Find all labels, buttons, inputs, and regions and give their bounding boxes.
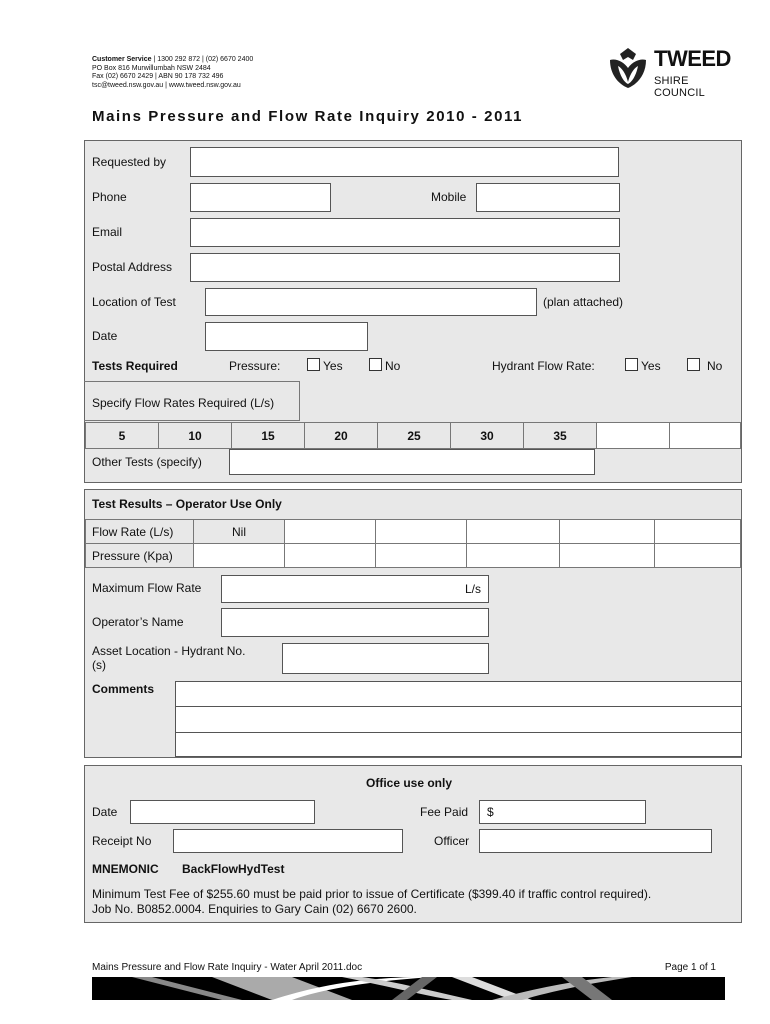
logo-word-tweed: TWEED	[654, 46, 731, 71]
hydrant-no-checkbox[interactable]	[687, 358, 700, 371]
result-cell[interactable]	[194, 544, 285, 568]
contact-fax-abn: Fax (02) 6670 2429 | ABN 90 178 732 496	[92, 73, 224, 81]
footer-doc-name: Mains Pressure and Flow Rate Inquiry - Water April 2011.doc	[92, 962, 363, 973]
fee-paid-field[interactable]	[479, 800, 646, 824]
asset-location-field[interactable]	[282, 643, 489, 674]
comments-line-3[interactable]	[175, 732, 742, 757]
contact-phones: | 1300 292 872 | (02) 6670 2400	[153, 56, 254, 63]
ls-unit-label: L/s	[464, 582, 481, 596]
contact-postal: PO Box 816 Murwillumbah NSW 2484	[92, 64, 211, 72]
result-cell[interactable]	[655, 520, 741, 544]
requested-by-label: Requested by	[92, 155, 167, 169]
flow-rate-cell: 15	[232, 423, 305, 449]
fee-note-line-2: Job No. B0852.0004. Enquiries to Gary Cain (02) 6670 2600.	[92, 902, 417, 916]
results-heading: Test Results – Operator Use Only	[92, 497, 282, 511]
receipt-no-field[interactable]	[173, 829, 403, 853]
footer-decorative-bar	[92, 977, 725, 1000]
hydrant-yes-checkbox[interactable]	[625, 358, 638, 371]
office-date-field[interactable]	[130, 800, 315, 824]
hydrant-no-label: No	[707, 359, 723, 373]
other-tests-label: Other Tests (specify)	[92, 455, 202, 469]
result-cell[interactable]	[467, 520, 560, 544]
result-cell[interactable]	[560, 520, 655, 544]
result-cell[interactable]	[467, 544, 560, 568]
date-label: Date	[92, 329, 118, 343]
flow-rate-cell: 35	[524, 423, 597, 449]
phone-label: Phone	[92, 190, 127, 204]
fee-paid-value: $	[487, 805, 494, 819]
postal-address-field[interactable]	[190, 253, 620, 282]
postal-address-label: Postal Address	[92, 260, 173, 274]
mobile-field[interactable]	[476, 183, 620, 212]
comments-line-1[interactable]	[175, 681, 742, 707]
flow-rate-extra-cell[interactable]	[597, 423, 670, 449]
operators-name-label: Operator’s Name	[92, 615, 184, 629]
operators-name-field[interactable]	[221, 608, 489, 637]
result-cell[interactable]	[655, 544, 741, 568]
flow-rate-cell: 10	[159, 423, 232, 449]
email-label: Email	[92, 225, 123, 239]
asset-location-label: Asset Location - Hydrant No.(s)	[92, 644, 246, 672]
mobile-label: Mobile	[431, 190, 467, 204]
hydrant-yes-label: Yes	[641, 359, 661, 373]
result-cell[interactable]	[285, 520, 376, 544]
requested-by-field[interactable]	[190, 147, 619, 177]
plan-attached-label: (plan attached)	[543, 295, 624, 309]
tweed-leaf-icon	[606, 44, 650, 90]
comments-label: Comments	[92, 682, 155, 696]
results-table	[85, 519, 741, 568]
pressure-yes-checkbox[interactable]	[307, 358, 320, 371]
specify-flow-rates-label: Specify Flow Rates Required (L/s)	[92, 396, 275, 410]
mnemonic-label: MNEMONIC	[92, 862, 159, 876]
result-cell[interactable]: Nil	[194, 520, 285, 544]
flow-rate-cell: 5	[86, 423, 159, 449]
comments-line-2[interactable]	[175, 706, 742, 733]
contact-block	[92, 56, 253, 90]
result-cell[interactable]	[560, 544, 655, 568]
pressure-label: Pressure:	[229, 359, 281, 373]
tests-required-label: Tests Required	[92, 359, 178, 373]
result-cell[interactable]	[376, 520, 467, 544]
flow-rate-extra-cell[interactable]	[670, 423, 741, 449]
hydrant-flow-rate-label: Hydrant Flow Rate:	[492, 359, 595, 373]
flow-rate-cell: 20	[305, 423, 378, 449]
footer-wave-graphic	[92, 977, 725, 1000]
council-logo	[606, 44, 732, 99]
pressure-row-label: Pressure (Kpa)	[86, 544, 194, 568]
pressure-no-checkbox[interactable]	[369, 358, 382, 371]
office-heading: Office use only	[366, 776, 453, 790]
max-flow-rate-label: Maximum Flow Rate	[92, 581, 202, 595]
flow-rate-row-label: Flow Rate (L/s)	[86, 520, 194, 544]
pressure-no-label: No	[385, 359, 401, 373]
officer-label: Officer	[434, 834, 470, 848]
contact-email-web: tsc@tweed.nsw.gov.au | www.tweed.nsw.gov.au	[92, 81, 241, 89]
email-field[interactable]	[190, 218, 620, 247]
mnemonic-value: BackFlowHydTest	[182, 862, 285, 876]
fee-paid-label: Fee Paid	[420, 805, 469, 819]
specify-flow-rates-cell	[84, 381, 300, 421]
fee-note-line-1: Minimum Test Fee of $255.60 must be paid prior to issue of Certificate ($399.40 if traffic control required).	[92, 887, 652, 901]
footer-page-number: Page 1 of 1	[664, 962, 716, 973]
date-field[interactable]	[205, 322, 368, 351]
location-of-test-label: Location of Test	[92, 295, 176, 309]
location-of-test-field[interactable]	[205, 288, 537, 316]
logo-word-shire-council: SHIRE COUNCIL	[654, 75, 705, 99]
office-date-label: Date	[92, 805, 118, 819]
phone-field[interactable]	[190, 183, 331, 212]
customer-service-label: Customer Service	[92, 56, 152, 63]
max-flow-rate-field[interactable]	[221, 575, 489, 603]
pressure-yes-label: Yes	[323, 359, 343, 373]
result-cell[interactable]	[285, 544, 376, 568]
receipt-no-label: Receipt No	[92, 834, 152, 848]
flow-rate-cell: 25	[378, 423, 451, 449]
flow-rate-cell: 30	[451, 423, 524, 449]
page-title: Mains Pressure and Flow Rate Inquiry 2010 - 2011	[92, 108, 524, 125]
officer-field[interactable]	[479, 829, 712, 853]
other-tests-field[interactable]	[229, 449, 595, 475]
flow-rates-table	[85, 422, 741, 449]
result-cell[interactable]	[376, 544, 467, 568]
